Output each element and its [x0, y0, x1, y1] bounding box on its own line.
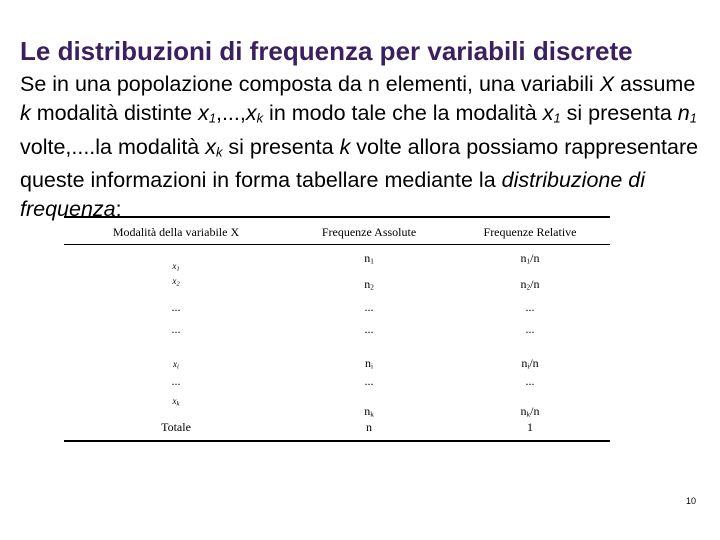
cell-dots: ...	[364, 322, 374, 336]
slide-number: 10	[685, 496, 696, 506]
cell-modalita: $x_k$	[172, 395, 180, 407]
cell-dots: ...	[171, 300, 181, 314]
cell-dots: ...	[364, 374, 374, 388]
cell-rel: $n_1/n$	[520, 251, 540, 266]
header-frequenze-assolute: Frequenze Assolute	[288, 217, 450, 245]
cell-total-rel: 1	[450, 419, 610, 441]
cell-total-abs: n	[288, 419, 450, 441]
cell-rel: $n_2/n$	[520, 277, 540, 292]
table-row	[64, 371, 610, 393]
cell-dots: ...	[171, 374, 181, 388]
cell-dots: ...	[525, 374, 535, 388]
cell-abs: $n_k$	[364, 403, 374, 418]
body-paragraph: Se in una popolazione composta da n elementi, una variabili X assume k modalità distinte $x_1,...,x_k$ in modo tale che la modalità $x_1$ si presenta $n_1$ volte,....la modalità $x_k$ si presenta k volte allora possiamo rappresentare queste informazioni in forma tabellare mediante la distribuzione di frequenza:	[20, 72, 699, 222]
cell-dots: ...	[171, 322, 181, 336]
table-row	[64, 341, 610, 371]
slide-title: Le distribuzioni di frequenza per variabili discrete	[20, 36, 633, 66]
cell-modalita: $x_i$	[173, 358, 179, 370]
cell-dots: ...	[364, 300, 374, 314]
table-header-row	[64, 217, 610, 245]
table-row	[64, 393, 610, 419]
header-modalita: Modalità della variabile X	[64, 217, 288, 245]
cell-abs: $n_i$	[365, 355, 373, 370]
table-row	[64, 319, 610, 341]
cell-modalita: $x_2$	[172, 275, 180, 287]
cell-abs: $n_1$	[364, 251, 374, 266]
table-row	[64, 297, 610, 319]
cell-dots: ...	[525, 300, 535, 314]
cell-abs: $n_2$	[364, 277, 374, 292]
cell-rel: $n_k/n$	[520, 403, 540, 418]
table-total-row	[64, 419, 610, 441]
cell-dots: ...	[525, 322, 535, 336]
header-frequenze-relative: Frequenze Relative	[450, 217, 610, 245]
cell-rel: $n_i/n$	[521, 355, 539, 370]
cell-modalita: $x_1$	[172, 260, 180, 272]
cell-total-label: Totale	[64, 419, 288, 441]
frequency-table	[64, 216, 610, 442]
table-row	[64, 273, 610, 297]
table-row	[64, 245, 610, 273]
